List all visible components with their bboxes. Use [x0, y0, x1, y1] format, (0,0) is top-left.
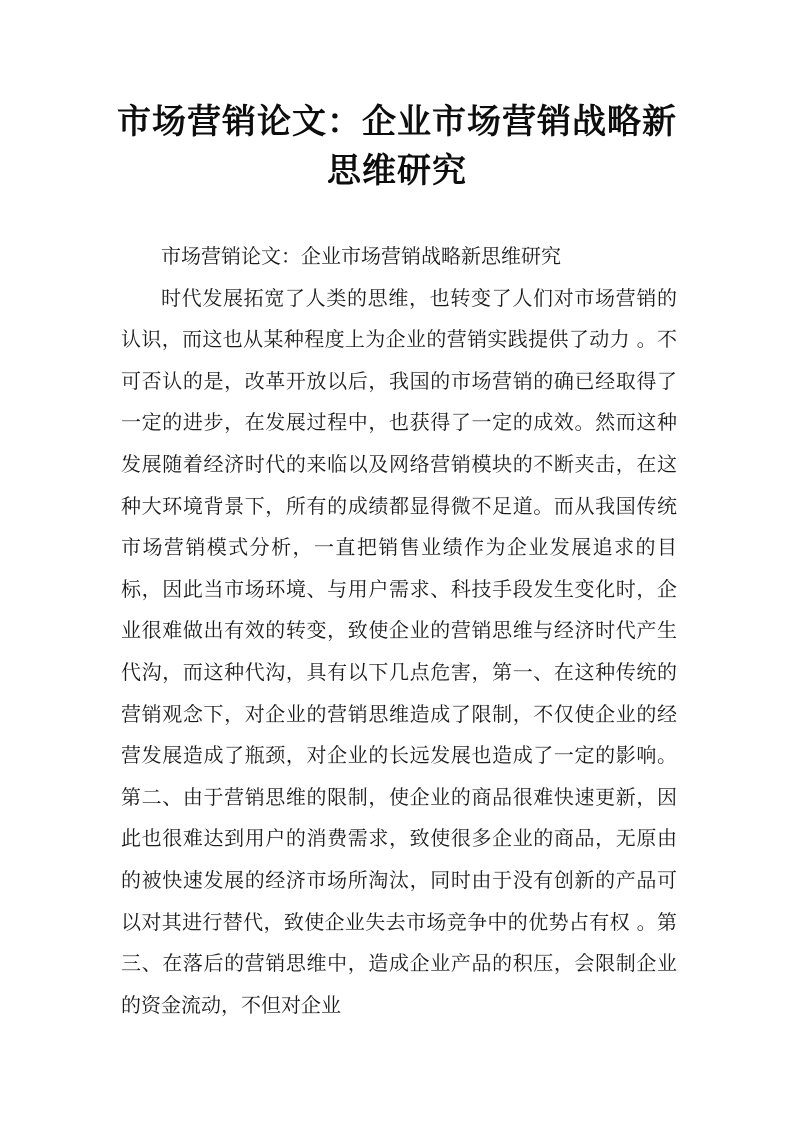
- document-title: 市场营销论文：企业市场营销战略新思维研究: [117, 102, 677, 191]
- document-body: [121, 236, 677, 1026]
- body-paragraph: 市场营销论文：企业市场营销战略新思维研究: [161, 244, 561, 268]
- body-paragraph: 时代发展拓宽了人类的思维，也转变了人们对市场营销的认识，而这也从某种程度上为企业的营销实践提供了动力 。不可否认的是，改革开放以后，我国的市场营销的确已经取得了一定的进步，在发展过程中，也获得了一定的成效。然而这种发展随着经济时代的来临以及网络营销模块的不断夹击，在这种大环境背景下，所有的成绩都显得微不足道。而从我国传统市场营销模式分析，一直把销售业绩作为企业发展追求的目标，因此当市场环境、与用户需求、科技手段发生变化时，企业很难做出有效的转变，致使企业的营销思维与经济时代产生代沟，而这种代沟，具有以下几点危害，第一、在这种传统的营销观念下，对企业的营销思维造成了限制，不仅使企业的经营发展造成了瓶颈，对企业的长远发展也造成了一定的影响。第二、由于营销思维的限制，使企业的商品很难快速更新，因此也很难达到用户的消费需求，致使很多企业的商品，无原由的被快速发展的经济市场所淘汰，同时由于没有创新的产品可以对其进行替代，致使企业失去市场竞争中的优势占有权 。第三、在落后的营销思维中，造成企业产品的积压，会限制企业的资金流动，不但对企业: [121, 285, 677, 1017]
